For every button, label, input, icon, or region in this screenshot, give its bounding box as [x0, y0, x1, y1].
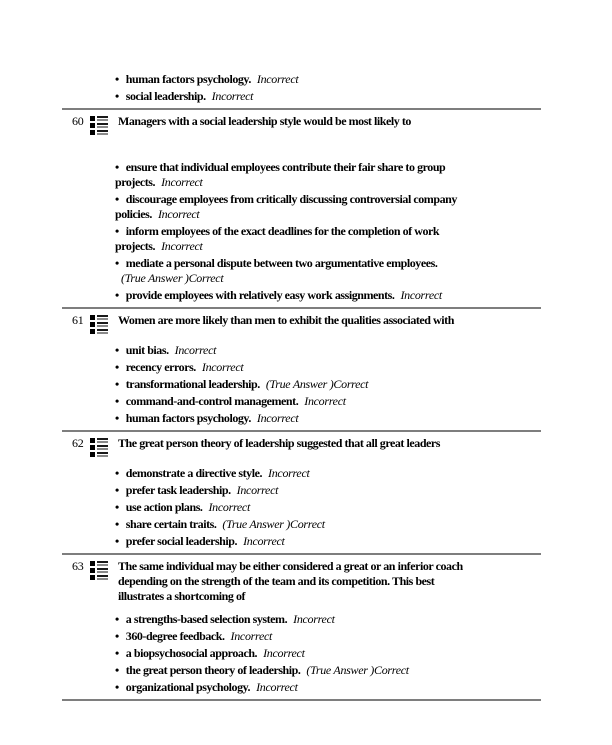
option-text: mediate a personal dispute between two argumentative employees.	[125, 256, 438, 270]
bullet-icon: •	[115, 192, 119, 206]
verdict-label: Incorrect	[211, 89, 254, 103]
verdict-label: Incorrect	[201, 360, 244, 374]
list-icon	[90, 437, 108, 458]
answer-option	[115, 663, 465, 678]
verdict-label: (True Answer )Correct	[306, 663, 409, 677]
answer-option	[115, 72, 465, 87]
option-text: a strengths-based selection system.	[125, 612, 288, 626]
verdict-label: Incorrect	[208, 500, 250, 514]
answer-option	[115, 629, 465, 644]
verdict-label: Incorrect	[243, 534, 285, 548]
separator	[62, 699, 541, 701]
bullet-icon: •	[115, 534, 119, 548]
option-text: prefer task leadership.	[125, 483, 231, 497]
options-list	[115, 160, 465, 303]
question-header	[62, 313, 541, 335]
answer-option	[115, 224, 465, 254]
list-icon	[90, 314, 108, 335]
option-text: inform employees of the exact deadlines for the completion of work projects.	[115, 224, 440, 253]
option-text: social leadership.	[125, 89, 206, 103]
question-text: The great person theory of leadership suggested that all great leaders	[118, 436, 441, 450]
separator	[62, 553, 541, 555]
bullet-icon: •	[115, 256, 119, 270]
question-header	[62, 436, 541, 458]
bullet-icon: •	[115, 680, 119, 694]
option-text: command-and-control management.	[125, 394, 299, 408]
answer-option	[115, 256, 465, 286]
verdict-label: Incorrect	[157, 207, 200, 221]
bullet-icon: •	[115, 360, 119, 374]
bullet-icon: •	[115, 612, 119, 626]
answer-option	[115, 288, 465, 303]
bullet-icon: •	[115, 343, 119, 357]
verdict-label: Incorrect	[230, 629, 273, 643]
question-item	[62, 114, 541, 303]
question-header	[62, 114, 541, 136]
answer-option	[115, 394, 465, 409]
option-text: share certain traits.	[125, 517, 217, 531]
option-text: a biopsychosocial approach.	[125, 646, 258, 660]
options-list	[115, 612, 465, 695]
answer-option	[115, 483, 465, 498]
verdict-label: Incorrect	[161, 175, 203, 189]
answer-option	[115, 360, 465, 375]
bullet-icon: •	[115, 663, 119, 677]
verdict-label: (True Answer )Correct	[265, 377, 369, 391]
option-text: organizational psychology.	[125, 680, 251, 694]
bullet-icon: •	[115, 394, 119, 408]
verdict-label: Incorrect	[293, 612, 335, 626]
option-text: transformational leadership.	[125, 377, 260, 391]
question-number: 60	[72, 114, 84, 128]
option-text: 360-degree feedback.	[125, 629, 225, 643]
verdict-label: Incorrect	[304, 394, 346, 408]
answer-option	[115, 534, 465, 549]
bullet-icon: •	[115, 646, 119, 660]
bullet-icon: •	[115, 224, 119, 238]
answer-option	[115, 517, 465, 532]
answer-option	[115, 160, 465, 190]
separator	[62, 307, 541, 309]
options-list	[115, 466, 465, 549]
option-text: unit bias.	[125, 343, 169, 357]
option-text: human factors psychology.	[125, 72, 251, 86]
bullet-icon: •	[115, 377, 119, 391]
answer-option	[115, 646, 465, 661]
verdict-label: Incorrect	[268, 466, 310, 480]
verdict-label: Incorrect	[174, 343, 217, 357]
verdict-label: (True Answer )Correct	[121, 271, 224, 285]
option-text: human factors psychology.	[125, 411, 251, 425]
verdict-label: Incorrect	[161, 239, 203, 253]
bullet-icon: •	[115, 72, 119, 86]
bullet-icon: •	[115, 517, 119, 531]
verdict-label: Incorrect	[256, 72, 299, 86]
answer-option	[115, 377, 465, 392]
separator	[62, 430, 541, 432]
question-number: 63	[72, 559, 84, 573]
bullet-icon: •	[115, 160, 119, 174]
separator	[62, 108, 541, 110]
verdict-label: Incorrect	[256, 680, 298, 694]
answer-option	[115, 343, 465, 358]
option-text: the great person theory of leadership.	[125, 663, 301, 677]
bullet-icon: •	[115, 89, 119, 103]
bullet-icon: •	[115, 500, 119, 514]
question-item	[62, 313, 541, 426]
bullet-icon: •	[115, 288, 119, 302]
options-list	[115, 343, 465, 426]
answer-option	[115, 192, 465, 222]
bullet-icon: •	[115, 466, 119, 480]
verdict-label: (True Answer )Correct	[222, 517, 325, 531]
question-number: 61	[72, 313, 84, 327]
verdict-label: Incorrect	[400, 288, 442, 302]
question-text: Managers with a social leadership style would be most likely to	[118, 114, 411, 128]
question-text: The same individual may be either considered a great or an inferior coach depending on the strength of the team and its competition. This best illustrates a shortcoming of	[118, 559, 463, 603]
option-text: discourage employees from critically discussing controversial company policies.	[115, 192, 457, 221]
list-icon	[90, 115, 108, 136]
option-text: use action plans.	[125, 500, 203, 514]
list-icon	[90, 560, 108, 581]
option-text: provide employees with relatively easy work assignments.	[125, 288, 395, 302]
question-number: 62	[72, 436, 84, 450]
option-text: demonstrate a directive style.	[125, 466, 263, 480]
verdict-label: Incorrect	[256, 411, 299, 425]
question-item	[62, 559, 541, 695]
verdict-label: Incorrect	[263, 646, 305, 660]
answer-option	[115, 411, 465, 426]
option-text: recency errors.	[125, 360, 196, 374]
answer-option	[115, 500, 465, 515]
answer-option	[115, 89, 465, 104]
bullet-icon: •	[115, 483, 119, 497]
option-text: prefer social leadership.	[125, 534, 238, 548]
bullet-icon: •	[115, 411, 119, 425]
bullet-icon: •	[115, 629, 119, 643]
answer-option	[115, 680, 465, 695]
answer-option	[115, 466, 465, 481]
question-text: Women are more likely than men to exhibit the qualities associated with	[118, 313, 454, 327]
question-item	[62, 436, 541, 549]
verdict-label: Incorrect	[236, 483, 279, 497]
answer-option	[115, 612, 465, 627]
question-header	[62, 559, 541, 604]
previous-question-options	[115, 72, 465, 104]
option-text: ensure that individual employees contribute their fair share to group projects.	[115, 160, 446, 189]
